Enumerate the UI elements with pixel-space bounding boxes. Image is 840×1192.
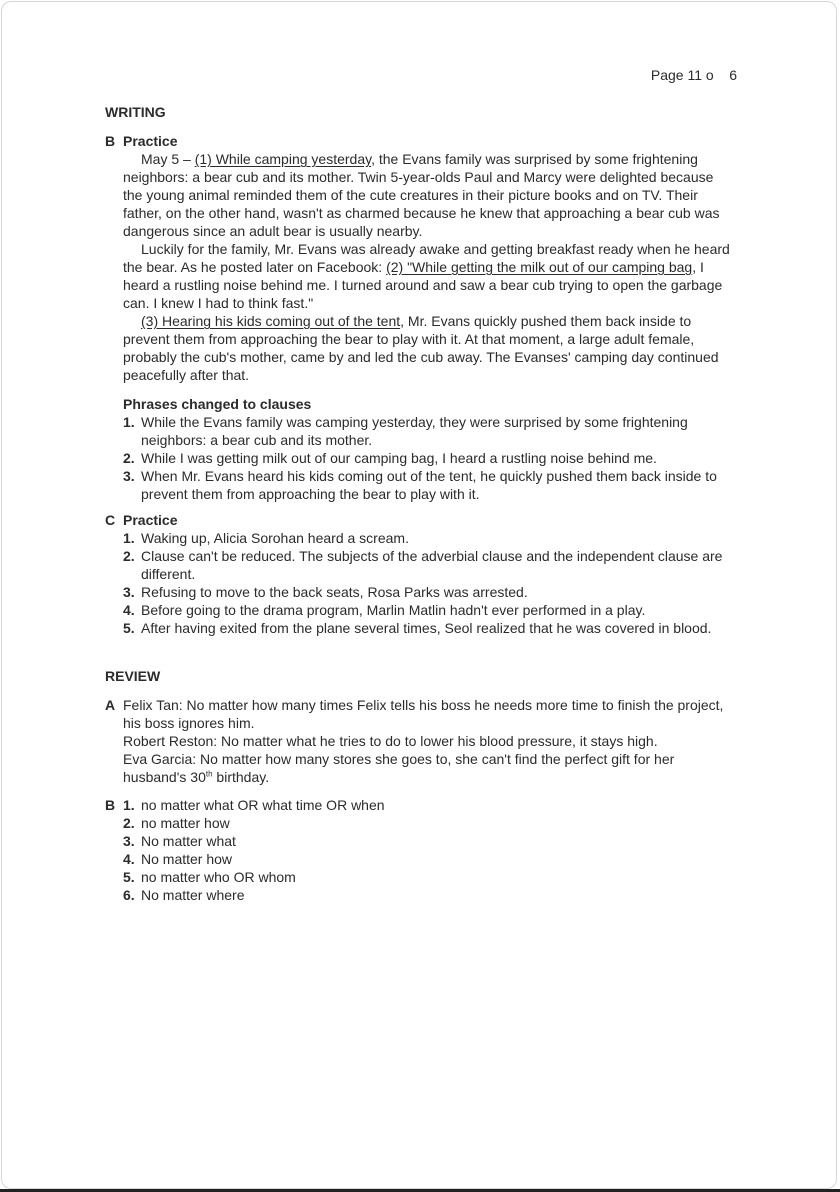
paragraph-text: birthday. — [212, 769, 270, 785]
story-paragraph-3 — [123, 312, 735, 384]
section-letter: B — [105, 797, 116, 813]
phrases-title: Phrases changed to clauses — [123, 396, 312, 412]
review-section-b — [105, 796, 735, 904]
item-number: 5. — [123, 869, 135, 885]
item-number: 6. — [123, 887, 135, 903]
page-number: Page 11 o 6 — [650, 67, 737, 83]
story-paragraph-2 — [123, 240, 735, 312]
item-text: no matter how — [141, 815, 230, 831]
list-item — [123, 583, 735, 601]
practice-c-list — [123, 529, 735, 637]
paragraph-text: , I heard a rustling noise behind me. I turned around and saw a bear cub trying to open the garbage can. I knew I had to think fast." — [123, 259, 723, 311]
list-item — [123, 850, 735, 868]
list-item — [123, 601, 735, 619]
list-item — [123, 814, 735, 832]
list-item — [123, 796, 735, 814]
item-number: 3. — [123, 468, 135, 484]
list-item — [123, 832, 735, 850]
item-number: 1. — [123, 797, 135, 813]
paragraph-text: May 5 – — [141, 151, 195, 167]
list-item — [123, 886, 735, 904]
item-number: 2. — [123, 450, 135, 466]
item-text: After having exited from the plane several times, Seol realized that he was covered in blood. — [141, 620, 712, 636]
item-text: While the Evans family was camping yesterday, they were surprised by some frightening neighbors: a bear cub and its mother. — [141, 414, 688, 448]
story-paragraph-1 — [123, 150, 735, 240]
item-text: no matter who OR whom — [141, 869, 296, 885]
writing-section-b — [105, 132, 735, 503]
item-number: 2. — [123, 815, 135, 831]
list-item — [123, 449, 735, 467]
item-text: When Mr. Evans heard his kids coming out of the tent, he quickly pushed them back inside to prevent them from approaching the bear to play with it. — [141, 468, 717, 502]
item-text: No matter what — [141, 833, 236, 849]
item-text: No matter where — [141, 887, 245, 903]
review-a-line-3 — [123, 750, 735, 786]
list-item — [123, 413, 735, 449]
phrases-list — [123, 413, 735, 503]
paragraph-text: , the Evans family was surprised by some frightening neighbors: a bear cub and its mother. Twin 5-year-olds Paul and Marcy were delighted because the young animal reminded them of the cute creatures in their picture books and on TV. Their father, on the other hand, wasn't as charmed because he knew that approaching a bear cub was dangerous since an adult bear is usually nearby. — [123, 151, 720, 239]
review-heading: REVIEW — [105, 668, 161, 684]
item-text: Before going to the drama program, Marlin Matlin hadn't ever performed in a play. — [141, 602, 646, 618]
item-number: 2. — [123, 548, 135, 564]
item-text: Waking up, Alicia Sorohan heard a scream. — [141, 530, 409, 546]
paragraph-text: Luckily for the family, Mr. Evans was already awake and getting breakfast ready when he heard the bear. As he posted later on Facebook: — [123, 241, 730, 275]
item-number: 1. — [123, 530, 135, 546]
list-item — [123, 868, 735, 886]
list-item — [123, 619, 735, 637]
item-number: 5. — [123, 620, 135, 636]
item-number: 3. — [123, 584, 135, 600]
item-text: Refusing to move to the back seats, Rosa Parks was arrested. — [141, 584, 528, 600]
underlined-phrase-2: (2) "While getting the milk out of our camping bag — [386, 259, 693, 275]
superscript: th — [205, 769, 213, 779]
section-title: Practice — [123, 133, 178, 149]
item-text: No matter how — [141, 851, 233, 867]
review-a-line-2: Robert Reston: No matter what he tries to do to lower his blood pressure, it stays high. — [123, 733, 658, 749]
item-text: Clause can't be reduced. The subjects of the adverbial clause and the independent clause are different. — [141, 548, 723, 582]
underlined-phrase-3: (3) Hearing his kids coming out of the tent — [141, 313, 401, 329]
underlined-phrase-1: (1) While camping yesterday — [194, 151, 372, 167]
review-b-list — [123, 796, 735, 904]
section-title: Practice — [123, 512, 178, 528]
review-a-line-1: Felix Tan: No matter how many times Felix tells his boss he needs more time to finish the project, his boss ignores him. — [123, 697, 724, 731]
item-number: 4. — [123, 602, 135, 618]
section-letter: C — [105, 512, 116, 528]
item-text: no matter what OR what time OR when — [141, 797, 385, 813]
item-number: 3. — [123, 833, 135, 849]
writing-section-c — [105, 511, 735, 637]
section-letter: B — [105, 133, 116, 149]
writing-heading: WRITING — [105, 104, 166, 120]
item-text: While I was getting milk out of our camping bag, I heard a rustling noise behind me. — [141, 450, 657, 466]
section-letter: A — [105, 697, 116, 713]
item-number: 1. — [123, 414, 135, 430]
list-item — [123, 529, 735, 547]
document-body — [105, 103, 735, 904]
review-section-a — [105, 696, 735, 786]
list-item — [123, 547, 735, 583]
list-item — [123, 467, 735, 503]
paragraph-text: Eva Garcia: No matter how many stores she goes to, she can't find the perfect gift for her husband's 30 — [123, 751, 675, 785]
paragraph-text: , Mr. Evans quickly pushed them back inside to prevent them from approaching the bear to play with it. At that moment, a large adult female, probably the cub's mother, came by and led the cub away. The Evanses' camping day continued peacefully after that. — [123, 313, 719, 383]
item-number: 4. — [123, 851, 135, 867]
